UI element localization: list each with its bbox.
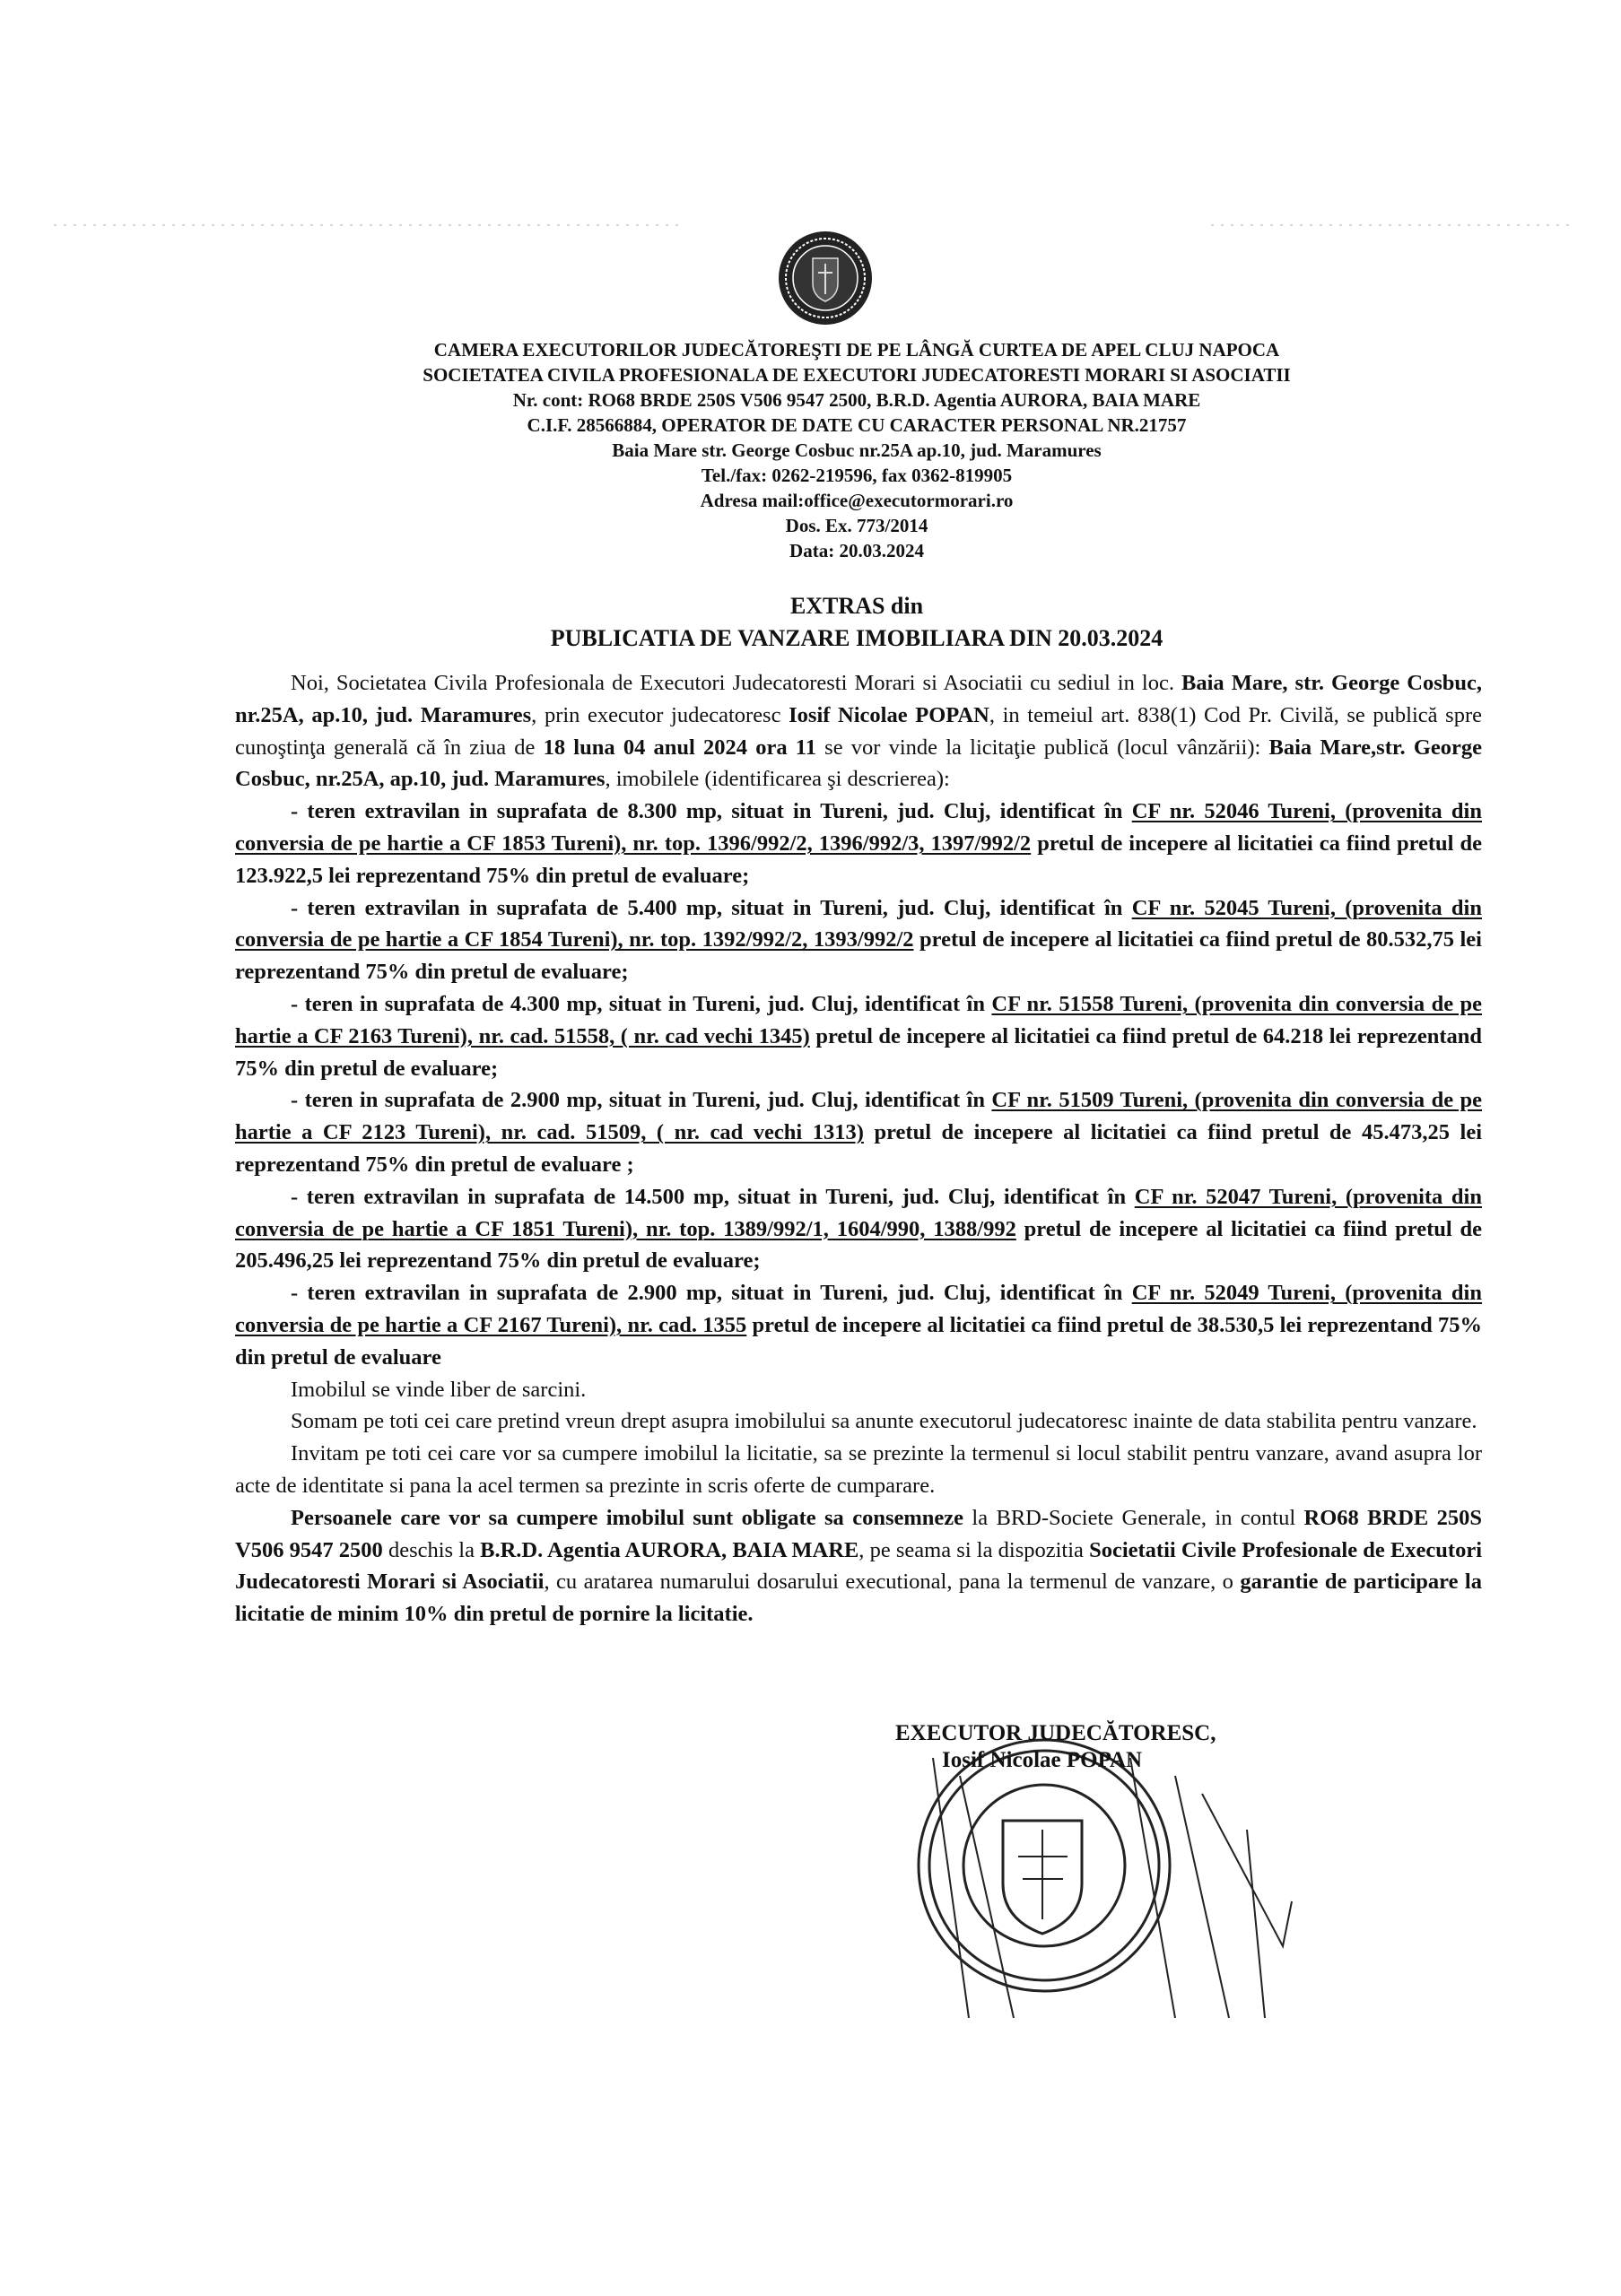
property-land-register: CF nr. 51509 Tureni, (provenita din conversia de pe hartie a CF 2123 Tureni), nr. cad. 51509, ( nr. cad vechi 1313): [235, 1088, 1482, 1145]
intro-text: se vor vinde la licitaţie publică (locul vânzării):: [815, 735, 1269, 760]
property-item: [235, 988, 1482, 1084]
intro-auction-place: Baia Mare,str. George Cosbuc, nr.25A, ap.10, jud. Maramures: [235, 735, 1483, 792]
guarantee-text: Persoanele care vor sa cumpere imobilul sunt obligate sa consemneze: [291, 1505, 964, 1530]
seal-logo-icon: [777, 230, 874, 326]
property-item: [235, 892, 1482, 988]
property-description: - teren extravilan in suprafata de 8.300 mp, situat in Tureni, jud. Cluj, identificat în: [291, 799, 1132, 824]
claims-paragraph: Somam pe toti cei care pretind vreun drept asupra imobilului sa anunte executorul judecatoresc inainte de data stabilita pentru vanzare.: [291, 1409, 1477, 1434]
property-item: [235, 1181, 1482, 1277]
property-description: - teren extravilan in suprafata de 5.400 mp, situat in Tureni, jud. Cluj, identificat în: [291, 895, 1132, 920]
property-price: pretul de incepere al licitatiei ca fiind pretul de 205.496,25 lei reprezentand 75% din pretul de evaluare;: [235, 1216, 1482, 1274]
intro-paragraph: [235, 667, 1482, 796]
intro-text: , in temeiul art. 838(1) Cod Pr. Civilă, se publică spre cunoştinţa generală că în ziua de: [235, 702, 1482, 760]
signature-title: EXECUTOR JUDECĂTORESC,: [895, 1721, 1216, 1745]
guarantee-text: , cu aratarea numarului dosarului executional, pana la termenul de vanzare, o: [544, 1570, 1241, 1595]
guarantee-text: deschis la: [382, 1537, 481, 1562]
guarantee-paragraph: [235, 1502, 1482, 1631]
title-line-1: EXTRAS din: [789, 593, 924, 619]
property-price: pretul de incepere al licitatiei ca fiind pretul de 64.218 lei reprezentand 75% din pretul de evaluare;: [235, 1023, 1482, 1081]
property-price: pretul de incepere al licitatiei ca fiind pretul de 38.530,5 lei reprezentand 75% din pretul de evaluare: [235, 1312, 1482, 1370]
letterhead-company: SOCIETATEA CIVILA PROFESIONALA DE EXECUTORI JUDECATORESTI MORARI SI ASOCIATII: [423, 364, 1291, 386]
intro-office-address: Baia Mare, str. George Cosbuc, nr.25A, ap.10, jud. Maramures: [235, 671, 1482, 727]
letterhead: [233, 337, 1480, 563]
letterhead-chamber: CAMERA EXECUTORILOR JUDECĂTOREŞTI DE PE LÂNGĂ CURTEA DE APEL CLUJ NAPOCA: [433, 339, 1280, 361]
intro-text: , imobilele (identificarea şi descrierea):: [605, 767, 950, 792]
title-line-2: PUBLICATIA DE VANZARE IMOBILIARA DIN 20.03.2024: [550, 625, 1163, 651]
letterhead-file-number: Dos. Ex. 773/2014: [785, 515, 928, 536]
property-land-register: CF nr. 52046 Tureni, (provenita din conversia de pe hartie a CF 1853 Tureni), nr. top. 1396/992/2, 1396/992/3, 1397/992/2: [235, 799, 1482, 856]
guarantee-account: RO68 BRDE 250S V506 9547 2500: [235, 1505, 1482, 1562]
document-body: [235, 667, 1482, 1631]
signature-name: Iosif Nicolae POPAN: [942, 1748, 1143, 1772]
letterhead-phone: Tel./fax: 0262-219596, fax 0362-819905: [701, 465, 1013, 486]
intro-auction-date: 18 luna 04 anul 2024 ora 11: [543, 735, 816, 760]
property-land-register: CF nr. 52049 Tureni, (provenita din conversia de pe hartie a CF 2167 Tureni), nr. cad. 1355: [235, 1281, 1482, 1337]
property-description: - teren in suprafata de 2.900 mp, situat in Tureni, jud. Cluj, identificat în: [291, 1088, 992, 1113]
property-land-register: CF nr. 51558 Tureni, (provenita din conversia de pe hartie a CF 2163 Tureni), nr. cad. 51558, ( nr. cad vechi 1345): [235, 991, 1482, 1048]
property-price: pretul de incepere al licitatiei ca fiind pretul de 45.473,25 lei reprezentand 75% din pretul de evaluare ;: [235, 1120, 1483, 1177]
property-item: [235, 1277, 1482, 1373]
letterhead-date: Data: 20.03.2024: [789, 540, 924, 561]
letterhead-email: Adresa mail:office@executormorari.ro: [700, 490, 1014, 511]
intro-text: Noi, Societatea Civila Profesionala de Executori Judecatoresti Morari si Asociatii cu sediul in loc.: [291, 671, 1182, 695]
guarantee-amount: garantie de participare la licitatie de minim 10% din pretul de pornire la licitatie.: [235, 1570, 1482, 1627]
property-description: - teren extravilan in suprafata de 14.500 mp, situat in Tureni, jud. Cluj, identificat în: [291, 1184, 1135, 1209]
property-item: [235, 796, 1482, 891]
intro-executor-name: Iosif Nicolae POPAN: [789, 702, 989, 727]
scan-artifact: [54, 224, 682, 226]
guarantee-beneficiary: Societatii Civile Profesionale de Executori Judecatoresti Morari si Asociatii: [235, 1537, 1483, 1595]
letterhead-account: Nr. cont: RO68 BRDE 250S V506 9547 2500, B.R.D. Agentia AURORA, BAIA MARE: [512, 389, 1201, 411]
guarantee-text: la BRD-Societe Generale, in contul: [963, 1505, 1304, 1530]
encumbrance-paragraph: Imobilul se vinde liber de sarcini.: [291, 1377, 587, 1402]
letterhead-address: Baia Mare str. George Cosbuc nr.25A ap.10, jud. Maramures: [612, 439, 1102, 461]
property-item: [235, 1084, 1482, 1180]
signature-block: [895, 1720, 1216, 1774]
scan-artifact: [1211, 224, 1570, 226]
property-description: - teren extravilan in suprafata de 2.900 mp, situat in Tureni, jud. Cluj, identificat în: [291, 1281, 1132, 1306]
property-land-register: CF nr. 52045 Tureni, (provenita din conversia de pe hartie a CF 1854 Tureni), nr. top. 1392/992/2, 1393/992/2: [235, 895, 1482, 952]
intro-text: , prin executor judecatoresc: [531, 702, 789, 727]
property-price: pretul de incepere al licitatiei ca fiind pretul de 80.532,75 lei reprezentand 75% din pretul de evaluare;: [235, 927, 1482, 985]
property-price: pretul de incepere al licitatiei ca fiind pretul de 123.922,5 lei reprezentand 75% din pretul de evaluare;: [235, 831, 1482, 888]
letterhead-cif: C.I.F. 28566884, OPERATOR DE DATE CU CARACTER PERSONAL NR.21757: [527, 414, 1187, 436]
guarantee-bank: B.R.D. Agentia AURORA, BAIA MARE: [480, 1537, 859, 1562]
guarantee-text: , pe seama si la dispozitia: [858, 1537, 1090, 1562]
property-description: - teren in suprafata de 4.300 mp, situat in Tureni, jud. Cluj, identificat în: [291, 991, 992, 1016]
invitation-paragraph: Invitam pe toti cei care vor sa cumpere imobilul la licitatie, sa se prezinte la termenul si locul stabilit pentru vanzare, avand asupra lor acte de identitate si pana la acel termen sa prezinte in scris oferte de cumparare.: [235, 1441, 1482, 1498]
property-land-register: CF nr. 52047 Tureni, (provenita din conversia de pe hartie a CF 1851 Tureni), nr. top. 1389/992/1, 1604/990, 1388/992: [235, 1184, 1482, 1241]
document-title: [233, 590, 1480, 655]
